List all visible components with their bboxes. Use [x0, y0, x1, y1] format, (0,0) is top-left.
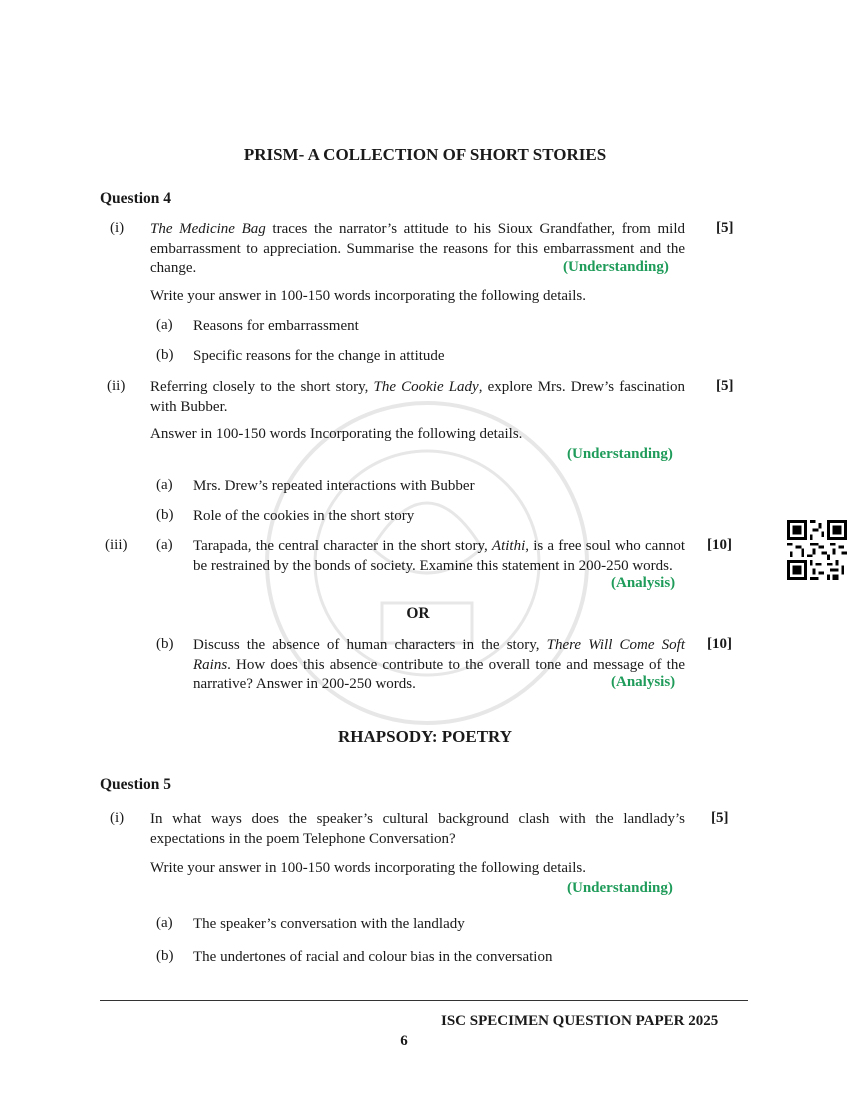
q4-iii-b-tag: (Analysis): [611, 674, 676, 690]
q4-iii-a-tag: (Analysis): [611, 575, 676, 591]
q5-i-a-text: The speaker’s conversation with the landlady: [193, 916, 465, 932]
q5-i-b-text: The undertones of racial and colour bias in the conversation: [193, 949, 553, 965]
q4-i-b-text: Specific reasons for the change in attitude: [193, 348, 445, 364]
q4-iii-b-label: (b): [156, 636, 174, 652]
q4-ii-b-text: Role of the cookies in the short story: [193, 508, 415, 524]
qr-code[interactable]: [787, 520, 847, 580]
q4-iii-a-title: Atithi: [491, 538, 526, 554]
q5-i-b-label: (b): [156, 948, 174, 964]
or-separator: OR: [406, 605, 430, 622]
footer-title: ISC SPECIMEN QUESTION PAPER 2025: [441, 1013, 719, 1029]
q4-ii-number: (ii): [107, 378, 126, 394]
q4-i-a-label: (a): [156, 317, 173, 333]
q4-ii-title: The Cookie Lady: [373, 379, 479, 395]
q4-iii-b-post: . How does this absence contribute to the overall tone and message of the narrative? Answer in 200-250 words.: [193, 656, 685, 692]
q4-i-body: traces the narrator’s attitude to his Sioux Grandfather, from mild embarrassment to appreciation. Summarise the reasons for this embarrassment and the change.: [150, 221, 686, 276]
q4-iii-a-label: (a): [156, 537, 173, 553]
q4-iii-a-pre: Tarapada, the central character in the short story,: [193, 538, 492, 554]
q4-i-a-text: Reasons for embarrassment: [193, 318, 359, 334]
q4-i-instruction: Write your answer in 100-150 words incorporating the following details.: [150, 288, 586, 304]
q4-iii-b-pre: Discuss the absence of human characters in the story,: [193, 637, 547, 653]
q4-ii-marks: [5]: [716, 378, 734, 394]
q5-i-marks: [5]: [711, 810, 729, 826]
q5-i-number: (i): [110, 810, 125, 826]
q4-i-number: (i): [110, 220, 125, 236]
footer-divider: [100, 1000, 748, 1001]
q5-i-tag: (Understanding): [567, 880, 673, 896]
q4-i-b-label: (b): [156, 347, 174, 363]
q4-iii-a-marks: [10]: [707, 537, 732, 553]
q4-ii-text: [150, 378, 685, 417]
q4-iii-a-post: , is a free soul who cannot be restrained by the bonds of society. Examine this statement in 200-250 words.: [193, 538, 685, 574]
q5-i-instruction: Write your answer in 100-150 words incorporating the following details.: [150, 860, 586, 876]
q4-i-marks: [5]: [716, 220, 734, 236]
q4-ii-instruction: Answer in 100-150 words Incorporating the following details.: [150, 426, 523, 442]
question-5-label: Question 5: [100, 776, 172, 793]
section-title-rhapsody: RHAPSODY: POETRY: [338, 727, 512, 746]
q4-ii-a-label: (a): [156, 477, 173, 493]
q4-ii-text-post: , explore Mrs. Drew’s fascination with Bubber.: [150, 379, 686, 415]
q4-iii-a-text: [193, 537, 685, 576]
section-title-prism: PRISM- A COLLECTION OF SHORT STORIES: [243, 145, 607, 164]
q4-iii-b-marks: [10]: [707, 636, 732, 652]
q4-i-tag: (Understanding): [563, 259, 669, 275]
q4-ii-b-label: (b): [156, 507, 174, 523]
question-4-label: Question 4: [100, 190, 172, 207]
q4-ii-tag: (Understanding): [567, 446, 673, 462]
q5-i-a-label: (a): [156, 915, 173, 931]
q4-iii-b-title: There Will Come Soft Rains: [193, 637, 685, 673]
q4-iii-number: (iii): [105, 537, 128, 553]
q4-i-title: The Medicine Bag: [150, 221, 266, 237]
q5-i-text: In what ways does the speaker’s cultural background clash with the landlady’s expectations in the poem Telephone Conversation?: [150, 811, 685, 847]
page-number: 6: [400, 1033, 408, 1049]
q4-ii-a-text: Mrs. Drew’s repeated interactions with Bubber: [193, 478, 475, 494]
q4-ii-text-pre: Referring closely to the short story,: [150, 379, 374, 395]
